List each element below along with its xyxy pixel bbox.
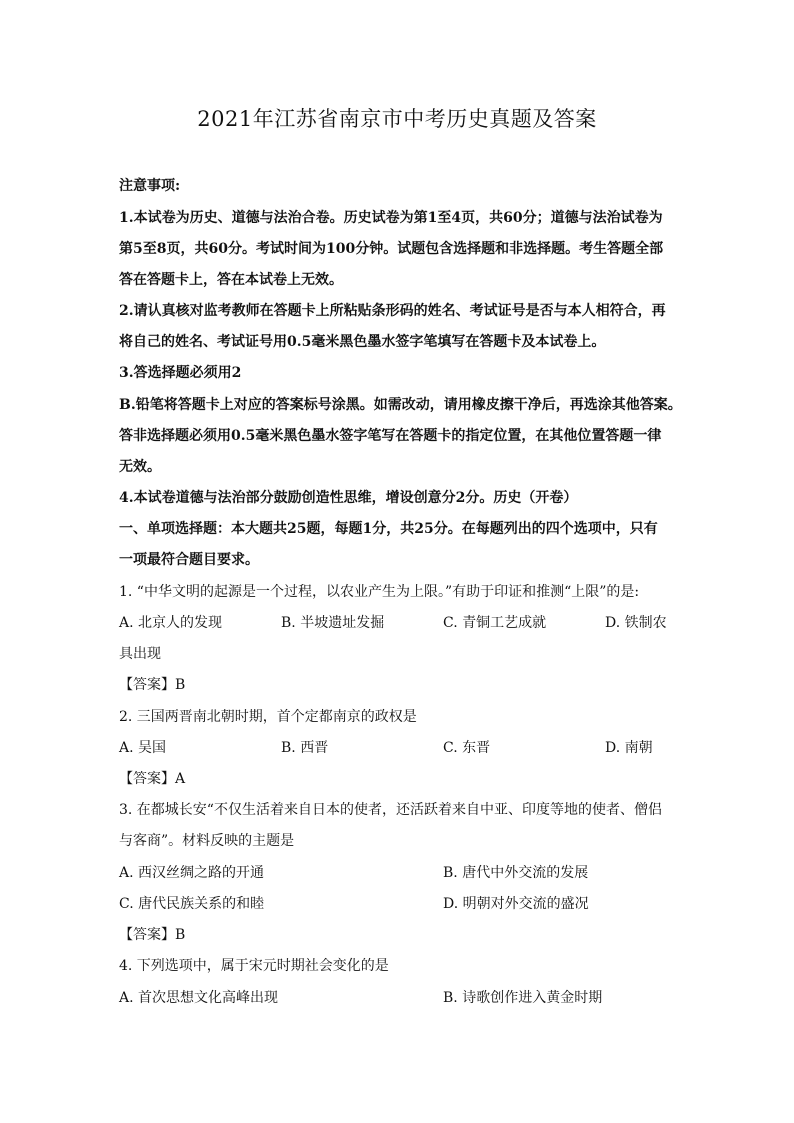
section-heading: 一、单项选择题：本大题共25题，每题1分，共25分。在每题列出的四个选项中，只有: [119, 521, 658, 537]
option-b: B. 半坡遗址发掘: [281, 615, 385, 631]
answer: 【答案】B: [119, 677, 186, 693]
option-c: C. 东晋: [443, 740, 491, 756]
notice-line: B.铅笔将答题卡上对应的答案标号涂黑。如需改动，请用橡皮擦干净后，再选涂其他答案。: [119, 397, 682, 413]
option-c: C. 唐代民族关系的和睦: [119, 896, 265, 912]
answer: 【答案】A: [119, 771, 186, 787]
option-b: B. 唐代中外交流的发展: [443, 865, 589, 881]
option-d: D. 铁制农: [605, 615, 667, 631]
option-a: A. 北京人的发现: [119, 615, 223, 631]
question-stem: 3. 在都城长安“不仅生活着来自日本的使者，还活跃着来自中亚、印度等地的使者、僧侣: [119, 802, 662, 818]
notice-line: 无效。: [119, 459, 161, 475]
option-d-continued: 具出现: [119, 646, 161, 662]
option-b: B. 诗歌创作进入黄金时期: [443, 990, 603, 1006]
answer: 【答案】B: [119, 927, 186, 943]
question-stem: 4. 下列选项中，属于宋元时期社会变化的是: [119, 958, 389, 974]
option-a: A. 西汉丝绸之路的开通: [119, 865, 265, 881]
notice-line: 1.本试卷为历史、道德与法治合卷。历史试卷为第1至4页，共60分；道德与法治试卷为: [119, 210, 663, 226]
question-stem: 2. 三国两晋南北朝时期，首个定都南京的政权是: [119, 709, 417, 725]
question-stem-continued: 与客商”。材料反映的主题是: [119, 833, 295, 849]
notice-line: 答非选择题必须用0.5毫米黑色墨水签字笔写在答题卡的指定位置，在其他位置答题一律: [119, 428, 662, 444]
section-heading: 一项最符合题目要求。: [119, 552, 259, 568]
option-d: D. 南朝: [605, 740, 653, 756]
option-c: C. 青铜工艺成就: [443, 615, 547, 631]
page-title: 2021年江苏省南京市中考历史真题及答案: [197, 107, 597, 131]
notice-line: 4.本试卷道德与法治部分鼓励创造性思维，增设创意分2分。历史（开卷）: [119, 490, 578, 506]
notice-line: 第5至8页，共60分。考试时间为100分钟。试题包含选择题和非选择题。考生答题全部: [119, 241, 664, 257]
notice-line: 3.答选择题必须用2: [119, 365, 242, 381]
notice-line: 答在答题卡上，答在本试卷上无效。: [119, 272, 343, 288]
option-b: B. 西晋: [281, 740, 329, 756]
question-stem: 1. “中华文明的起源是一个过程，以农业产生为上限。”有助于印证和推测“上限”的是:: [119, 584, 640, 600]
notice-heading: 注意事项:: [119, 178, 181, 194]
notice-line: 将自己的姓名、考试证号用0.5毫米黑色墨水签字笔填写在答题卡及本试卷上。: [119, 334, 606, 350]
option-a: A. 吴国: [119, 740, 167, 756]
option-d: D. 明朝对外交流的盛况: [443, 896, 589, 912]
notice-line: 2.请认真核对监考教师在答题卡上所粘贴条形码的姓名、考试证号是否与本人相符合，再: [119, 303, 666, 319]
option-a: A. 首次思想文化高峰出现: [119, 990, 279, 1006]
